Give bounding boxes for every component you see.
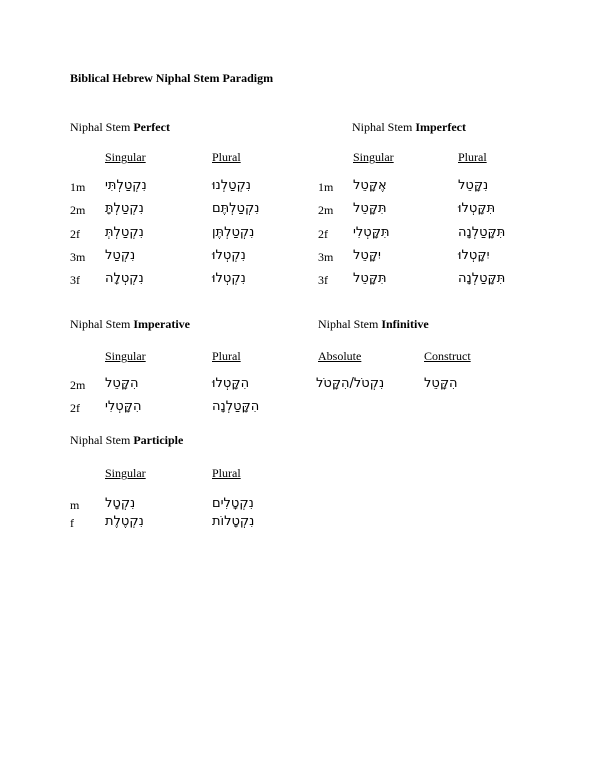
participle-heading <box>70 433 183 448</box>
singular-header: Singular <box>353 150 394 164</box>
person-label: 2m <box>318 203 334 218</box>
singular-form: יִקָּטֵל <box>353 247 381 263</box>
plural-header: Plural <box>212 150 241 164</box>
plural-form: הִקָּטְלוּ <box>212 376 250 391</box>
singular-header: Singular <box>105 349 146 363</box>
section-name: Imperfect <box>415 120 466 134</box>
perfect-heading <box>70 120 170 135</box>
singular-form: נִקְטַלְתָּ <box>105 201 144 217</box>
singular-form: הִקָּטְלִי <box>105 399 142 414</box>
singular-header: Singular <box>105 150 146 164</box>
person-label: 2m <box>70 378 86 392</box>
plural-form: תִּקָּטַלְנָה <box>458 224 506 240</box>
singular-header: Singular <box>105 466 146 480</box>
plural-header: Plural <box>212 466 241 480</box>
plural-form: נִקְטְלוּ <box>212 247 246 263</box>
singular-form: תִּקָּטְלִי <box>353 224 390 240</box>
plural-form: נִקְטָלוֹת <box>212 513 255 529</box>
plural-form: נִקְטַלְתֶּם <box>212 201 260 217</box>
imperative-heading <box>70 317 190 332</box>
plural-header: Plural <box>212 349 241 363</box>
plural-form: נִקְטָלִים <box>212 496 254 511</box>
person-label: 1m <box>318 180 334 194</box>
person-label: f <box>70 515 74 530</box>
section-name: Participle <box>133 433 184 447</box>
stem-prefix: Niphal Stem <box>70 433 131 447</box>
singular-form: נִקְטַלְתִּי <box>105 178 147 193</box>
infinitive-construct-form: הִקָּטֵל <box>424 376 458 391</box>
person-label: 2m <box>70 203 86 218</box>
plural-form: תִּקָּטְלוּ <box>458 201 496 217</box>
stem-prefix: Niphal Stem <box>352 120 413 134</box>
infinitive-heading <box>318 317 429 332</box>
person-label: 2f <box>70 226 80 241</box>
plural-form: נִקְטַלְנוּ <box>212 178 251 193</box>
singular-form: נִקְטַלְתְּ <box>105 224 144 240</box>
person-label: 1m <box>70 180 86 194</box>
singular-form: נִקְטָל <box>105 496 136 511</box>
person-label: 3f <box>318 273 328 288</box>
plural-form: נִקָּטֵל <box>458 178 489 193</box>
section-name: Infinitive <box>381 317 429 331</box>
document-title: Biblical Hebrew Niphal Stem Paradigm <box>70 71 274 85</box>
stem-prefix: Niphal Stem <box>70 120 131 134</box>
singular-form: נִקְטֶלֶת <box>105 513 144 529</box>
plural-form: נִקְטְלוּ <box>212 271 246 287</box>
stem-prefix: Niphal Stem <box>318 317 379 331</box>
imperfect-heading <box>352 120 466 135</box>
stem-prefix: Niphal Stem <box>70 317 131 331</box>
section-name: Perfect <box>133 120 170 134</box>
singular-form: תִּקָּטֵל <box>353 271 387 287</box>
singular-form: תִּקָּטֵל <box>353 201 387 217</box>
infinitive-absolute-form: נִקְטֹל/הִקָּטֹל <box>316 376 385 391</box>
plural-form: תִּקָּטַלְנָה <box>458 271 506 287</box>
person-label: 2f <box>318 226 328 241</box>
construct-header: Construct <box>424 349 471 363</box>
plural-form: נִקְטַלְתֶּן <box>212 224 255 240</box>
plural-form: הִקָּטַלְנָה <box>212 399 260 414</box>
singular-form: נִקְטַל <box>105 247 136 263</box>
person-label: 3m <box>318 249 334 264</box>
person-label: m <box>70 498 80 512</box>
singular-form: הִקָּטֵל <box>105 376 139 391</box>
person-label: 2f <box>70 401 80 415</box>
plural-header: Plural <box>458 150 487 164</box>
plural-form: יִקָּטְלוּ <box>458 247 490 263</box>
person-label: 3m <box>70 249 86 264</box>
singular-form: נִקְטְלָה <box>105 271 144 287</box>
singular-form: אֶקָּטֵל <box>353 178 387 193</box>
person-label: 3f <box>70 273 80 288</box>
absolute-header: Absolute <box>318 349 362 363</box>
section-name: Imperative <box>133 317 190 331</box>
